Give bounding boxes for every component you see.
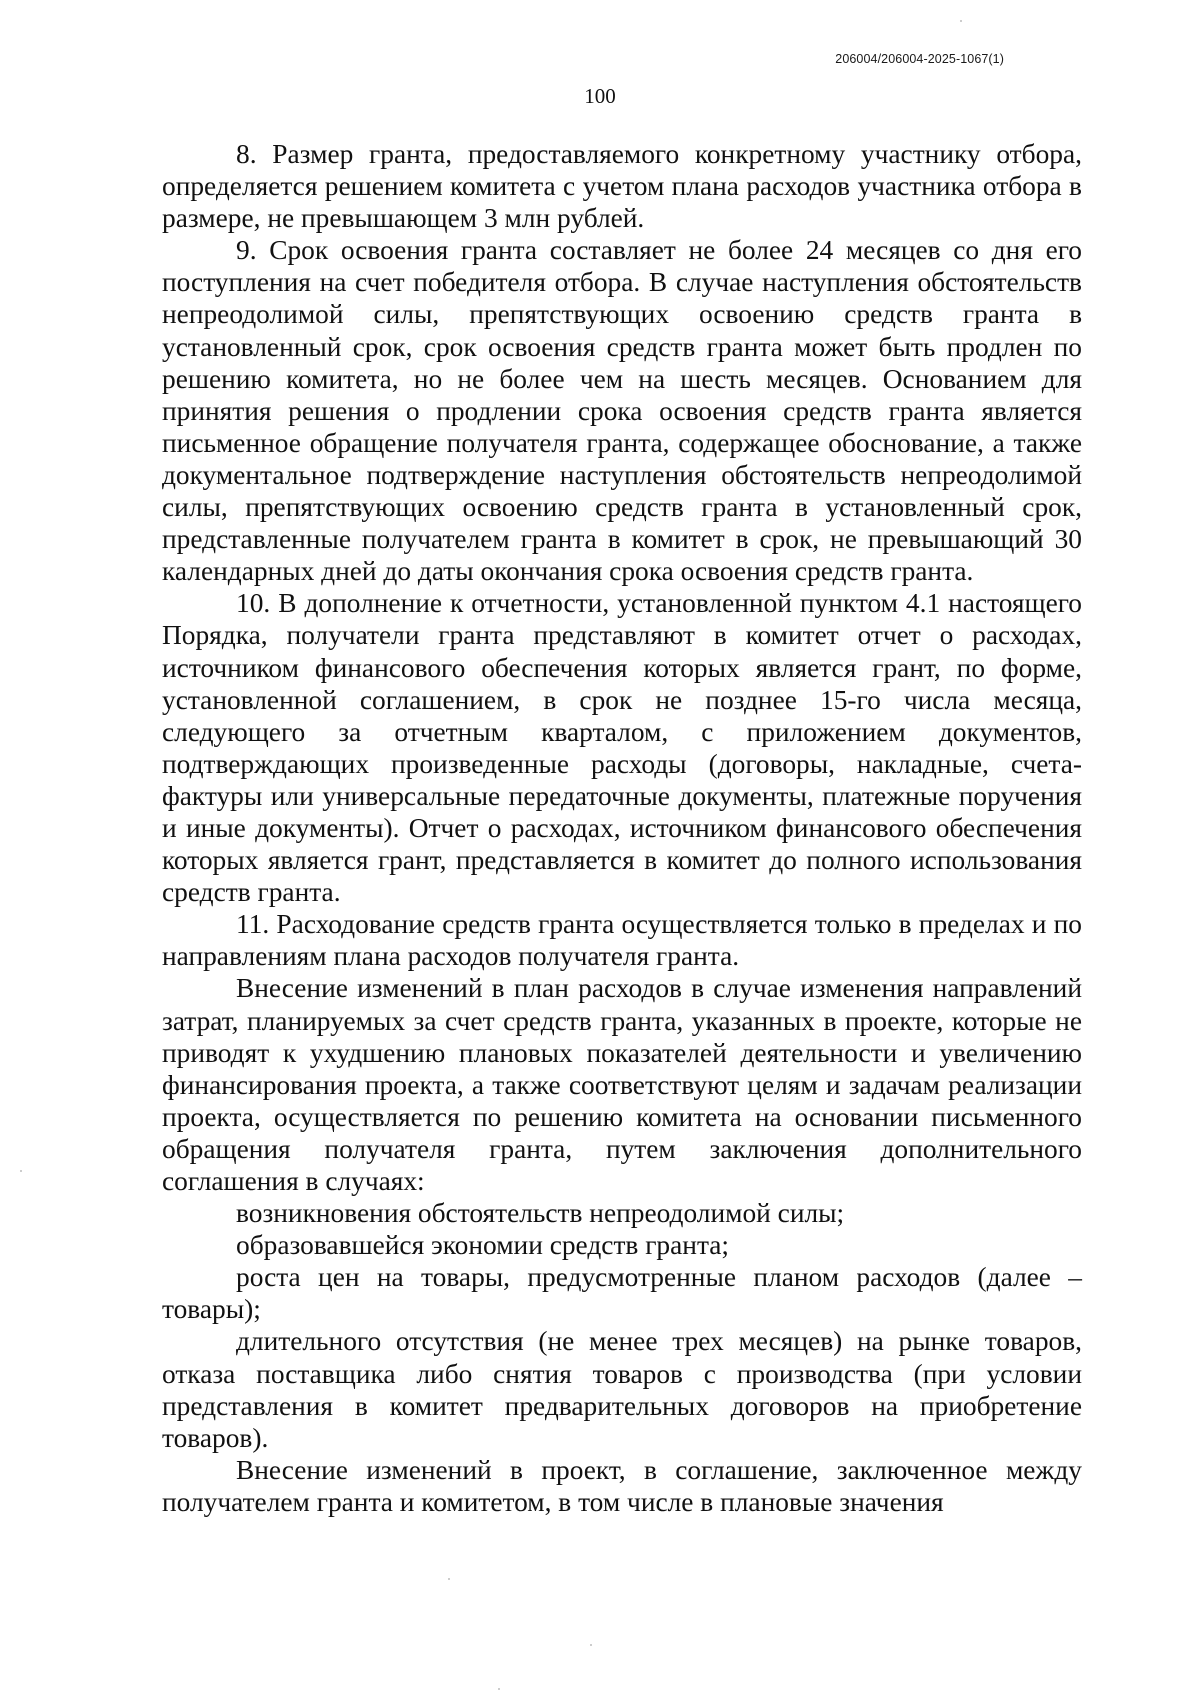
paragraph-project-changes: Внесение изменений в проект, в соглашение, заключенное между получателем гранта и комитетом, в том числе в плановые значения <box>162 1454 1082 1517</box>
scan-speck <box>960 20 962 22</box>
case-force-majeure: возникновения обстоятельств непреодолимой силы; <box>236 1198 845 1229</box>
scan-speck <box>498 1688 500 1690</box>
page-number: 100 <box>584 84 616 108</box>
paragraph-item-11: 11. Расходование средств гранта осуществляется только в пределах и по направлениям плана расходов получателя гранта. <box>162 909 1082 972</box>
document-id: 206004/206004-2025-1067(1) <box>835 52 1004 66</box>
scan-speck <box>448 1578 450 1580</box>
document-body <box>162 138 1082 1518</box>
scan-speck <box>590 1644 592 1646</box>
paragraph-plan-changes: Внесение изменений в план расходов в случае изменения направлений затрат, планируемых за счет средств гранта, указанных в проекте, которые не приводят к ухудшению плановых показателей деятельности и увеличению финансирования проекта, а также соответствуют целям и задачам реализации проекта, осуществляется по решению комитета на основании письменного обращения получателя гранта, путем заключения дополнительного соглашения в случаях: <box>162 973 1082 1196</box>
case-price-growth: роста цен на товары, предусмотренные планом расходов (далее – товары); <box>162 1262 1082 1325</box>
scan-speck <box>20 1170 22 1172</box>
case-savings: образовавшейся экономии средств гранта; <box>236 1230 730 1261</box>
case-goods-absence: длительного отсутствия (не менее трех месяцев) на рынке товаров, отказа поставщика либо снятия товаров с производства (при условии представления в комитет предварительных договоров на приобретение товаров). <box>162 1326 1082 1453</box>
paragraph-item-9: 9. Срок освоения гранта составляет не более 24 месяцев со дня его поступления на счет победителя отбора. В случае наступления обстоятельств непреодолимой силы, препятствующих освоению средств гранта в установленный срок, срок освоения средств гранта может быть продлен по решению комитета, но не более чем на шесть месяцев. Основанием для принятия решения о продлении срока освоения средств гранта является письменное обращение получателя гранта, содержащее обоснование, а также документальное подтверждение наступления обстоятельств непреодолимой силы, препятствующих освоению средств гранта в установленный срок, представленные получателем гранта в комитет в срок, не превышающий 30 календарных дней до даты окончания срока освоения средств гранта. <box>162 235 1082 587</box>
paragraph-item-8: 8. Размер гранта, предоставляемого конкретному участнику отбора, определяется решением комитета с учетом плана расходов участника отбора в размере, не превышающем 3 млн рублей. <box>162 139 1082 234</box>
paragraph-item-10: 10. В дополнение к отчетности, установленной пунктом 4.1 настоящего Порядка, получатели гранта представляют в комитет отчет о расходах, источником финансового обеспечения которых является грант, по форме, установленной соглашением, в срок не позднее 15-го числа месяца, следующего за отчетным кварталом, с приложением документов, подтверждающих произведенные расходы (договоры, накладные, счета-фактуры или универсальные передаточные документы, платежные поручения и иные документы). Отчет о расходах, источником финансового обеспечения которых является грант, представляется в комитет до полного использования средств гранта. <box>162 588 1082 908</box>
